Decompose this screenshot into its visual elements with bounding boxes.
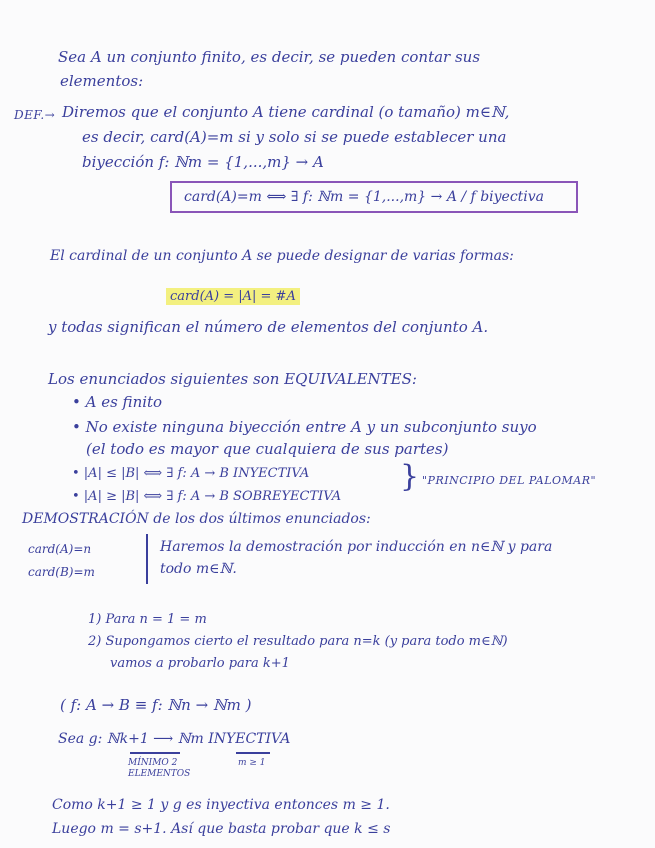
text-line: vamos a probarlo para k+1 [110,656,290,671]
text-line: todo m∈ℕ. [160,561,237,577]
text-line: Como k+1 ≥ 1 y g es inyectiva entonces m ≥ 1. [52,797,390,813]
definition-tag: DEF.→ [14,108,56,122]
text-line: (el todo es mayor que cualquiera de sus partes) [86,440,449,458]
annotation: MÍNIMO 2 [128,758,178,768]
text-line: card(B)=m [28,565,95,579]
text-line: elementos: [60,72,144,90]
text-line: Diremos que el conjunto A tiene cardinal (o tamaño) m∈ℕ, [62,103,510,121]
brace: } [400,459,420,494]
text-line: Sea g: ℕk+1 ⟶ ℕm INYECTIVA [58,731,291,747]
text-line: Los enunciados siguientes son EQUIVALENTES: [48,370,417,388]
bullet-item: • |A| ≤ |B| ⟺ ∃ f: A → B INYECTIVA [72,466,310,481]
text-line: Luego m = s+1. Así que basta probar que k ≤ s [52,821,391,837]
bullet-item: • A es finito [72,393,163,411]
bullet-item: • |A| ≥ |B| ⟺ ∃ f: A → B SOBREYECTIVA [72,489,342,504]
text-line: y todas significan el número de elementos del conjunto A. [48,318,489,336]
annotation: "PRINCIPIO DEL PALOMAR" [422,474,597,487]
annotation: m ≥ 1 [238,758,266,768]
boxed-formula [170,181,578,213]
vertical-bar [146,534,148,584]
text-line: Sea A un conjunto finito, es decir, se pueden contar sus [58,48,481,66]
text-line: DEMOSTRACIÓN de los dos últimos enunciados: [22,511,371,527]
text-line: biyección f: ℕm = {1,...,m} → A [82,153,324,171]
underline [130,752,180,754]
text-line: Haremos la demostración por inducción en n∈ℕ y para [160,539,553,555]
annotation: ELEMENTOS [128,769,191,779]
text-line: es decir, card(A)=m si y solo si se puede establecer una [82,128,507,146]
step-item: 1) Para n = 1 = m [88,612,207,627]
text-line: El cardinal de un conjunto A se puede designar de varias formas: [50,248,514,264]
boxed-formula-text: card(A)=m ⟺ ∃ f: ℕm = {1,...,m} → A / f biyectiva [184,189,545,205]
bullet-item: • No existe ninguna biyección entre A y un subconjunto suyo [72,418,537,436]
step-item: 2) Supongamos cierto el resultado para n=k (y para todo m∈ℕ) [88,634,508,649]
highlighted-formula: card(A) = |A| = #A [166,288,300,305]
underline [236,752,270,754]
text-line: card(A)=n [28,542,92,556]
text-line: ( f: A → B ≡ f: ℕn → ℕm ) [60,696,252,714]
